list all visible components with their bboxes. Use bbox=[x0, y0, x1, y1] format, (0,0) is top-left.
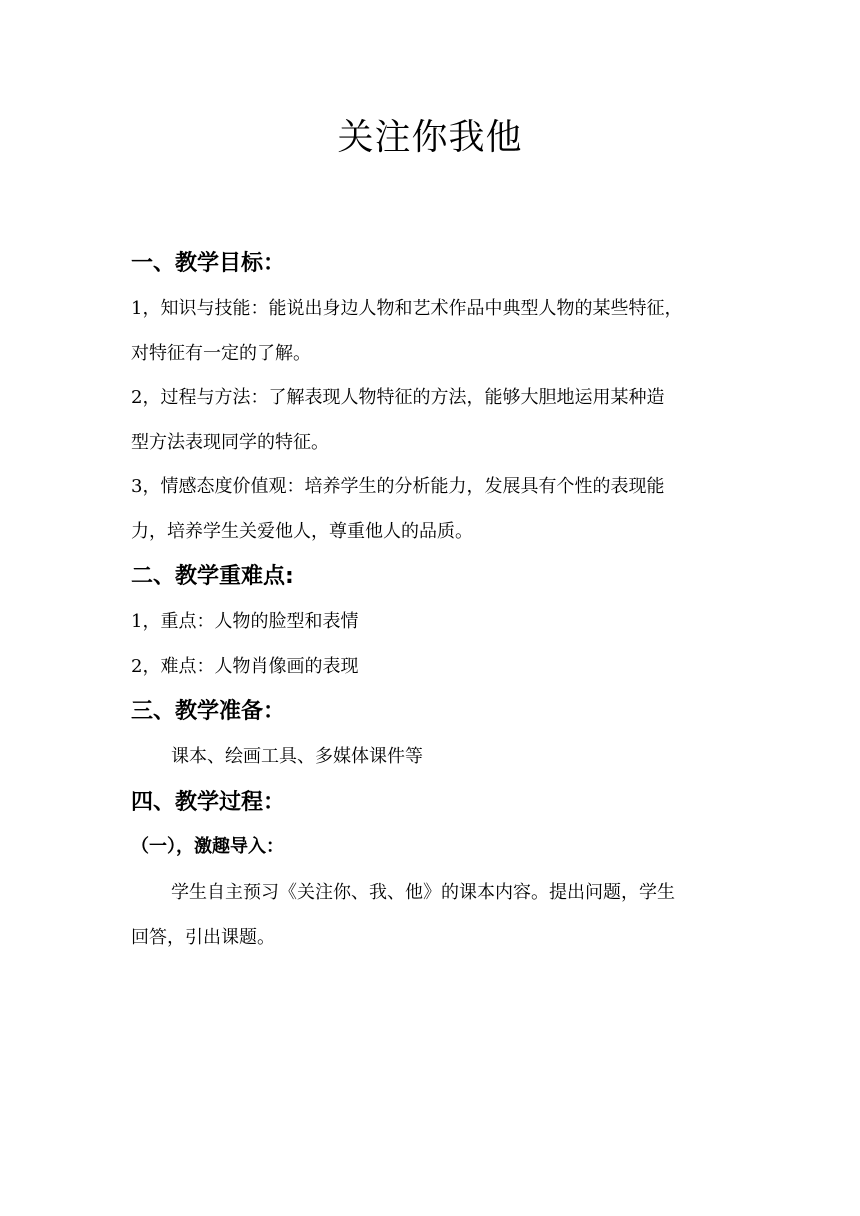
key-point-item-1: 1，重点：人物的脸型和表情 bbox=[131, 611, 359, 632]
process-subheading-1: （一），激趣导入： bbox=[131, 836, 284, 857]
section-heading-preparation: 三、教学准备： bbox=[131, 699, 286, 724]
process-sub1-line-2: 回答，引出课题。 bbox=[131, 927, 275, 948]
objective-item-1-line-1: 1，知识与技能：能说出身边人物和艺术作品中典型人物的某些特征， bbox=[131, 298, 683, 319]
objective-item-2-line-2: 型方法表现同学的特征。 bbox=[131, 432, 329, 453]
section-heading-process: 四、教学过程： bbox=[131, 790, 286, 815]
process-sub1-line-1: 学生自主预习《关注你、我、他》的课本内容。提出问题，学生 bbox=[171, 882, 675, 903]
objective-item-1-line-2: 对特征有一定的了解。 bbox=[131, 343, 311, 364]
preparation-text: 课本、绘画工具、多媒体课件等 bbox=[171, 746, 423, 767]
objective-item-3-line-2: 力，培养学生关爱他人，尊重他人的品质。 bbox=[131, 521, 473, 542]
section-heading-key-points: 二、教学重难点: bbox=[131, 564, 294, 589]
section-heading-objectives: 一、教学目标： bbox=[131, 251, 286, 276]
key-point-item-2: 2，难点：人物肖像画的表现 bbox=[131, 656, 359, 677]
objective-item-2-line-1: 2，过程与方法：了解表现人物特征的方法，能够大胆地运用某种造 bbox=[131, 387, 665, 408]
document-title: 关注你我他 bbox=[337, 117, 523, 158]
objective-item-3-line-1: 3，情感态度价值观：培养学生的分析能力，发展具有个性的表现能 bbox=[131, 476, 665, 497]
